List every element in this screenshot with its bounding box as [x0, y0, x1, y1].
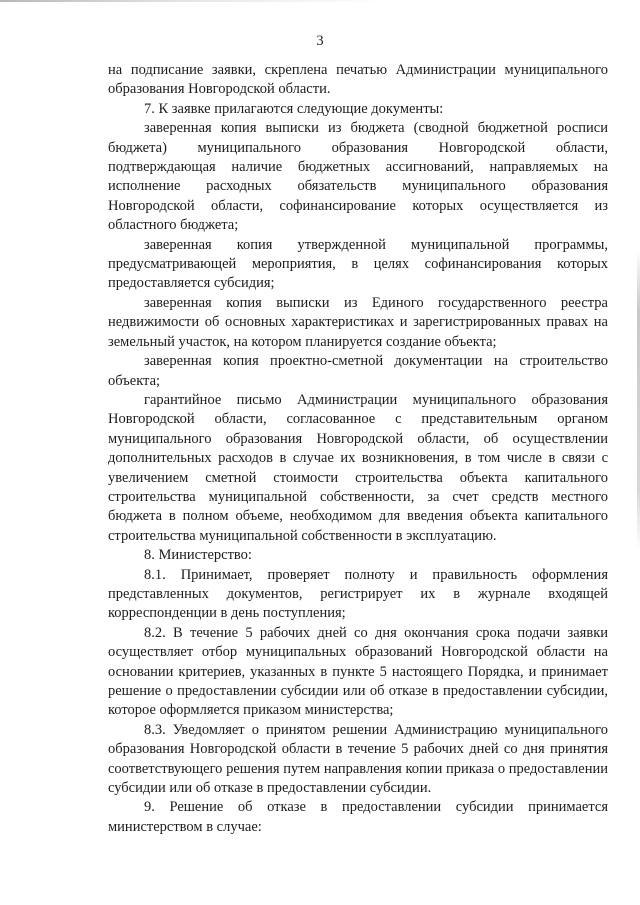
paragraph-guarantee-letter: гарантийное письмо Администрации муниципального образования Новгородской области, согласованное с представительным органом муниципального образования Новгородской области, об осуществлении дополнительных расходов в случае их возникновения, в том числе в связи с увеличением сметной стоимости строительства объекта капитального строительства муниципальной собственности, за счет средств местного бюджета в полном объеме, необходимом для введения объекта капитального строительства муниципальной собственности в эксплуатацию.	[108, 391, 608, 544]
paragraph-design-estimate: заверенная копия проектно-сметной документации на строительство объекта;	[108, 353, 608, 389]
paragraph-registry-extract: заверенная копия выписки из Единого государственного реестра недвижимости об основных характеристиках и зарегистрированных правах на земельный участок, на котором планируется создание объекта;	[108, 294, 608, 350]
paragraph-municipal-program: заверенная копия утвержденной муниципальной программы, предусматривающей мероприятия, в целях софинансирования которых предоставляется субсидия;	[108, 236, 608, 292]
paragraph-item-8: 8. Министерство:	[144, 547, 252, 564]
scan-edge-top	[0, 0, 640, 2]
paragraph-item-9: 9. Решение об отказе в предоставлении субсидии принимается министерством в случае:	[108, 799, 608, 835]
paragraph-signature-seal: на подписание заявки, скреплена печатью Администрации муниципального образования Новгородской области.	[108, 62, 608, 98]
paragraph-item-8-3: 8.3. Уведомляет о принятом решении Администрацию муниципального образования Новгородской области в течение 5 рабочих дней со дня принятия соответствующего решения путем направления копии приказа о предоставлении субсидии или об отказе в предоставлении субсидии.	[108, 721, 608, 797]
paragraph-item-7: 7. К заявке прилагаются следующие документы:	[144, 100, 444, 117]
paragraph-item-8-1: 8.1. Принимает, проверяет полноту и правильность оформления представленных документов, регистрирует их в журнале входящей корреспонденции в день поступления;	[108, 566, 608, 622]
paragraph-item-8-2: 8.2. В течение 5 рабочих дней со дня окончания срока подачи заявки осуществляет отбор муниципальных образований Новгородской области на основании критериев, указанных в пункте 5 настоящего Порядка, и принимает решение о предоставлении субсидии или об отказе в предоставлении субсидии, которое оформляется приказом министерства;	[108, 624, 608, 719]
document-body	[108, 61, 608, 837]
page-number: 3	[316, 33, 324, 49]
paragraph-budget-extract: заверенная копия выписки из бюджета (сводной бюджетной росписи бюджета) муниципального образования Новгородской области, подтверждающая наличие бюджетных ассигнований, направляемых на исполнение расходных обязательств муниципального образования Новгородской области, софинансирование которых осуществляется из областного бюджета;	[108, 120, 608, 234]
